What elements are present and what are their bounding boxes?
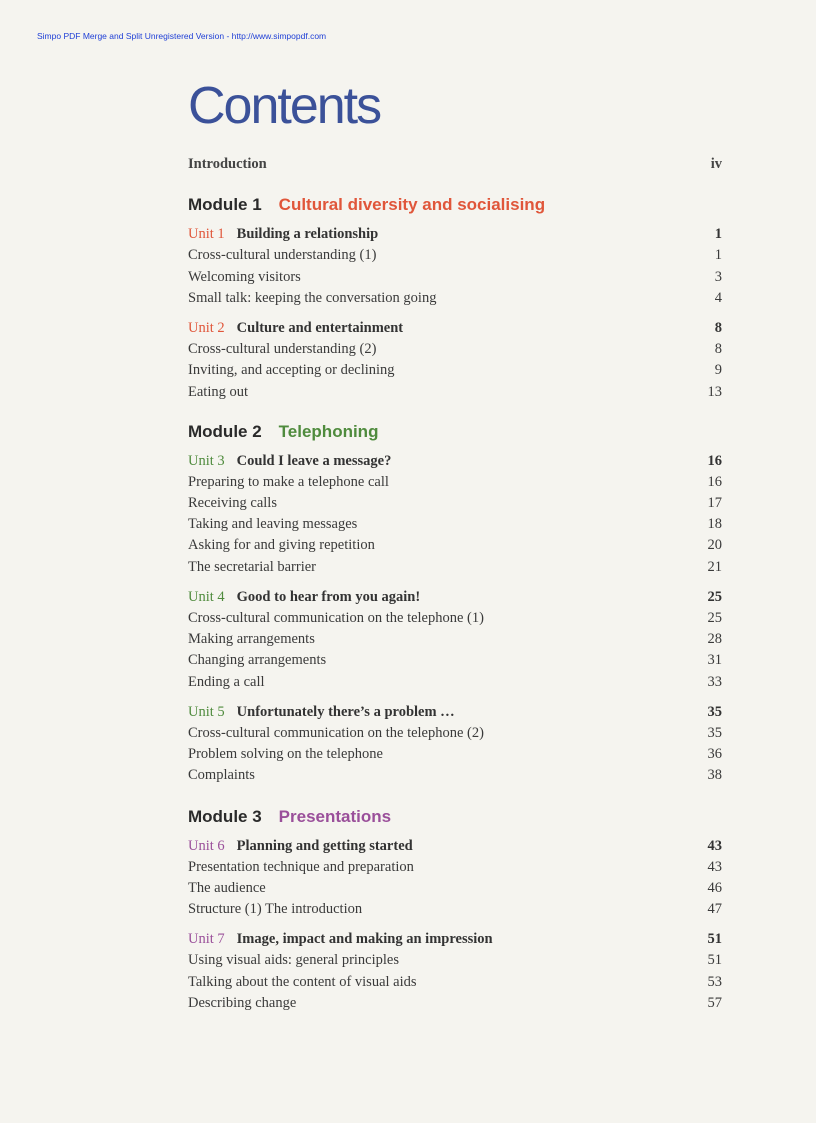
page-number: 28	[707, 631, 722, 648]
page-number: 38	[707, 767, 722, 784]
entry-text: Using visual aids: general principles	[188, 952, 400, 969]
module-name: Cultural diversity and socialising	[278, 195, 546, 215]
unit-heading[interactable]	[188, 929, 722, 950]
unit-7-block	[188, 929, 722, 1014]
entry-text: The audience	[188, 879, 266, 896]
page-number: 53	[707, 973, 722, 990]
entry-text: Problem solving on the telephone	[188, 746, 383, 763]
entry-text: Cross-cultural communication on the telephone (2)	[188, 724, 484, 741]
module-name: Presentations	[278, 806, 392, 826]
entry-text: Describing change	[188, 994, 297, 1011]
unit-title: Planning and getting started	[236, 837, 413, 854]
unit-title: Image, impact and making an impression	[236, 931, 493, 948]
unit-label: Unit 1	[188, 226, 225, 243]
page-number: 16	[707, 452, 722, 469]
toc-entry[interactable]	[188, 360, 722, 381]
unit-4-block	[188, 587, 722, 693]
module-name: Telephoning	[278, 421, 379, 441]
page-number: 20	[707, 537, 722, 554]
module-3-section	[188, 805, 722, 1015]
entry-text: Asking for and giving repetition	[188, 537, 375, 554]
unit-label: Unit 7	[188, 931, 225, 948]
page-number: 46	[707, 879, 722, 896]
unit-title: Building a relationship	[236, 226, 379, 243]
unit-5-block	[188, 702, 722, 787]
page-number: 33	[707, 673, 722, 690]
module-label: Module 2	[188, 421, 262, 441]
entry-text: Presentation technique and preparation	[188, 858, 414, 875]
toc-entry[interactable]	[188, 972, 722, 993]
unit-6-block	[188, 836, 722, 921]
unit-1-block	[188, 224, 722, 309]
toc-entry[interactable]	[188, 514, 722, 535]
toc-entry[interactable]	[188, 608, 722, 629]
toc-entry[interactable]	[188, 723, 722, 744]
unit-label: Unit 2	[188, 319, 225, 336]
page-number: 35	[707, 724, 722, 741]
page-number: 16	[707, 473, 722, 490]
unit-label: Unit 5	[188, 703, 225, 720]
page-number: 18	[707, 516, 722, 533]
page-number: 47	[707, 901, 722, 918]
entry-text: Changing arrangements	[188, 652, 327, 669]
entry-text: Cross-cultural understanding (2)	[188, 341, 377, 358]
entry-text: Structure (1) The introduction	[188, 901, 363, 918]
page-number: 4	[714, 289, 722, 306]
module-label: Module 3	[188, 806, 262, 826]
entry-text: Cross-cultural understanding (1)	[188, 247, 377, 264]
unit-heading[interactable]	[188, 587, 722, 608]
entry-text: Receiving calls	[188, 495, 277, 512]
toc-entry[interactable]	[188, 493, 722, 514]
unit-title: Could I leave a message?	[236, 452, 392, 469]
toc-entry[interactable]	[188, 535, 722, 556]
entry-text: Complaints	[188, 767, 255, 784]
toc-entry[interactable]	[188, 339, 722, 360]
toc-entry[interactable]	[188, 288, 722, 309]
entry-text: Small talk: keeping the conversation going	[188, 289, 437, 306]
entry-text: Making arrangements	[188, 631, 315, 648]
toc-entry[interactable]	[188, 857, 722, 878]
module-label: Module 1	[188, 195, 262, 215]
toc-entry[interactable]	[188, 267, 722, 288]
page-title: Contents	[188, 77, 381, 135]
toc-entry[interactable]	[188, 557, 722, 578]
entry-text: Ending a call	[188, 673, 265, 690]
page-number: 1	[714, 247, 722, 264]
toc-entry[interactable]	[188, 650, 722, 671]
page-number: 43	[707, 858, 722, 875]
page-number: iv	[710, 156, 722, 172]
page-number: 25	[707, 610, 722, 626]
unit-label: Unit 3	[188, 452, 225, 469]
toc-entry[interactable]	[188, 765, 722, 786]
page-number: 36	[707, 746, 722, 763]
page-number: 57	[707, 994, 722, 1011]
module-heading	[188, 805, 722, 829]
unit-heading[interactable]	[188, 318, 722, 339]
entry-text: Preparing to make a telephone call	[188, 473, 389, 490]
entry-label: Introduction	[188, 156, 267, 172]
page-number: 51	[707, 952, 722, 969]
unit-heading[interactable]	[188, 702, 722, 723]
unit-title: Good to hear from you again!	[236, 588, 421, 605]
toc-entry[interactable]	[188, 899, 722, 920]
page-number: 35	[707, 703, 722, 720]
page-number: 1	[714, 226, 722, 243]
page-number: 43	[707, 837, 722, 854]
module-heading	[188, 193, 722, 217]
toc-entry[interactable]	[188, 472, 722, 493]
module-1-section	[188, 193, 722, 403]
entry-text: The secretarial barrier	[188, 558, 316, 575]
toc-entry[interactable]	[188, 629, 722, 650]
toc-entry[interactable]	[188, 950, 722, 971]
page-number: 8	[714, 341, 722, 358]
unit-2-block	[188, 318, 722, 403]
entry-text: Talking about the content of visual aids	[188, 973, 417, 990]
unit-heading[interactable]	[188, 224, 722, 245]
unit-title: Culture and entertainment	[236, 319, 404, 336]
entry-text: Welcoming visitors	[188, 268, 301, 285]
page-number: 13	[707, 383, 722, 400]
page-number: 9	[714, 362, 722, 379]
page-number: 51	[707, 931, 722, 948]
entry-text: Eating out	[188, 383, 249, 400]
unit-label: Unit 4	[188, 588, 225, 605]
unit-title: Unfortunately there’s a problem …	[236, 703, 455, 720]
unit-heading[interactable]	[188, 451, 722, 472]
page-number: 17	[707, 495, 722, 512]
toc-entry[interactable]	[188, 382, 722, 403]
page-number: 8	[714, 319, 722, 336]
toc-entry-introduction[interactable]	[188, 154, 722, 175]
toc-entry[interactable]	[188, 672, 722, 693]
entry-text: Inviting, and accepting or declining	[188, 362, 395, 379]
page-number: 25	[707, 588, 722, 605]
toc-entry[interactable]	[188, 245, 722, 266]
unit-3-block	[188, 451, 722, 578]
unit-heading[interactable]	[188, 836, 722, 857]
unit-label: Unit 6	[188, 837, 225, 854]
page-number: 3	[714, 268, 722, 285]
module-heading	[188, 420, 722, 444]
toc-entry[interactable]	[188, 878, 722, 899]
module-2-section	[188, 420, 722, 787]
page-number: 21	[707, 558, 722, 575]
toc-entry[interactable]	[188, 744, 722, 765]
table-of-contents	[188, 74, 722, 1014]
watermark-banner: Simpo PDF Merge and Split Unregistered Version - http://www.simpopdf.com	[37, 31, 327, 41]
toc-entry[interactable]	[188, 993, 722, 1014]
entry-text: Cross-cultural communication on the telephone (1)	[188, 610, 484, 626]
entry-text: Taking and leaving messages	[188, 516, 358, 533]
page-number: 31	[707, 652, 722, 669]
